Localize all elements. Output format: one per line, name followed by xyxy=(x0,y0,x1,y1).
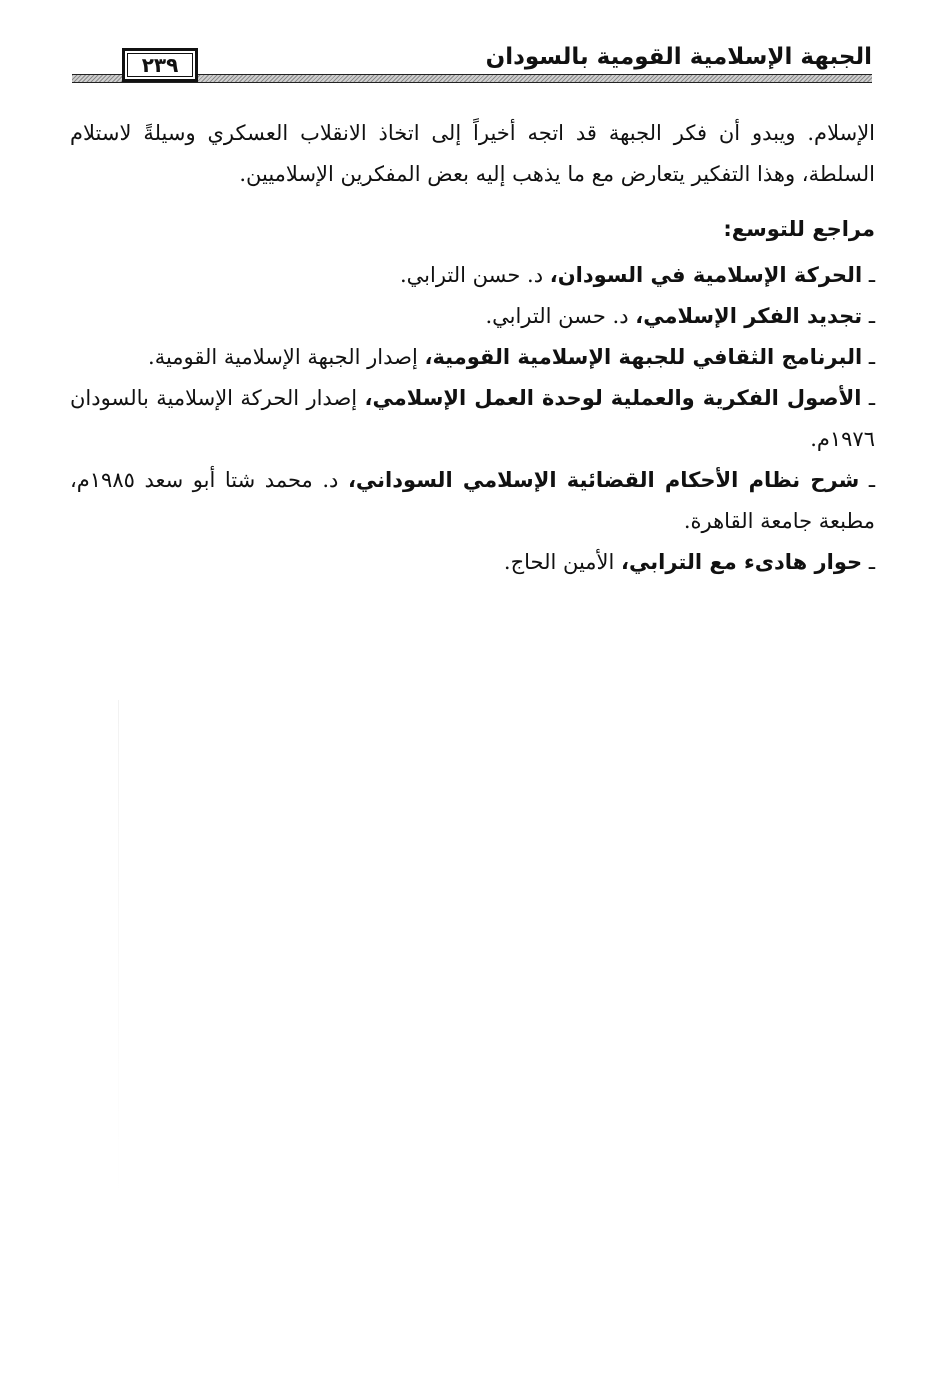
reference-dash: ـ xyxy=(868,550,875,574)
reference-details: إصدار الحركة الإسلامية بالسودان ١٩٧٦م. xyxy=(70,386,875,451)
references-list xyxy=(70,255,875,583)
page-number: ٢٣٩ xyxy=(122,48,198,82)
reference-details: د. حسن الترابي. xyxy=(485,304,636,328)
reference-item xyxy=(70,542,875,583)
reference-dash: ـ xyxy=(868,468,875,492)
reference-details: د. محمد شتا أبو سعد ١٩٨٥م، مطبعة جامعة القاهرة. xyxy=(70,468,875,533)
reference-title: شرح نظام الأحكام القضائية الإسلامي السوداني، xyxy=(347,468,860,492)
reference-item xyxy=(70,255,875,296)
reference-details: إصدار الجبهة الإسلامية القومية. xyxy=(148,345,425,369)
reference-title: الحركة الإسلامية في السودان، xyxy=(549,263,863,287)
running-title: الجبهة الإسلامية القومية بالسودان xyxy=(485,44,872,70)
reference-details: الأمين الحاج. xyxy=(503,550,622,574)
page-content xyxy=(70,113,875,583)
reference-item xyxy=(70,378,875,460)
reference-title: تجديد الفكر الإسلامي، xyxy=(635,304,863,328)
reference-title: الأصول الفكرية والعملية لوحدة العمل الإسلامي، xyxy=(364,386,862,410)
reference-details: د. حسن الترابي. xyxy=(399,263,550,287)
reference-dash: ـ xyxy=(868,304,875,328)
body-paragraph: الإسلام. ويبدو أن فكر الجبهة قد اتجه أخيراً إلى اتخاذ الانقلاب العسكري وسيلةً لاستلام السلطة، وهذا التفكير يتعارض مع ما يذهب إليه بعض المفكرين الإسلاميين. xyxy=(70,121,876,186)
running-header xyxy=(72,40,872,86)
reference-item xyxy=(70,337,875,378)
references-heading: مراجع للتوسع: xyxy=(723,217,875,241)
reference-item xyxy=(70,296,875,337)
faint-scan-line xyxy=(118,700,119,1200)
reference-title: حوار هادىء مع الترابي، xyxy=(621,550,863,574)
reference-dash: ـ xyxy=(868,263,875,287)
reference-dash: ـ xyxy=(868,386,875,410)
reference-title: البرنامج الثقافي للجبهة الإسلامية القومية، xyxy=(424,345,863,369)
reference-item xyxy=(70,460,875,542)
reference-dash: ـ xyxy=(868,345,875,369)
